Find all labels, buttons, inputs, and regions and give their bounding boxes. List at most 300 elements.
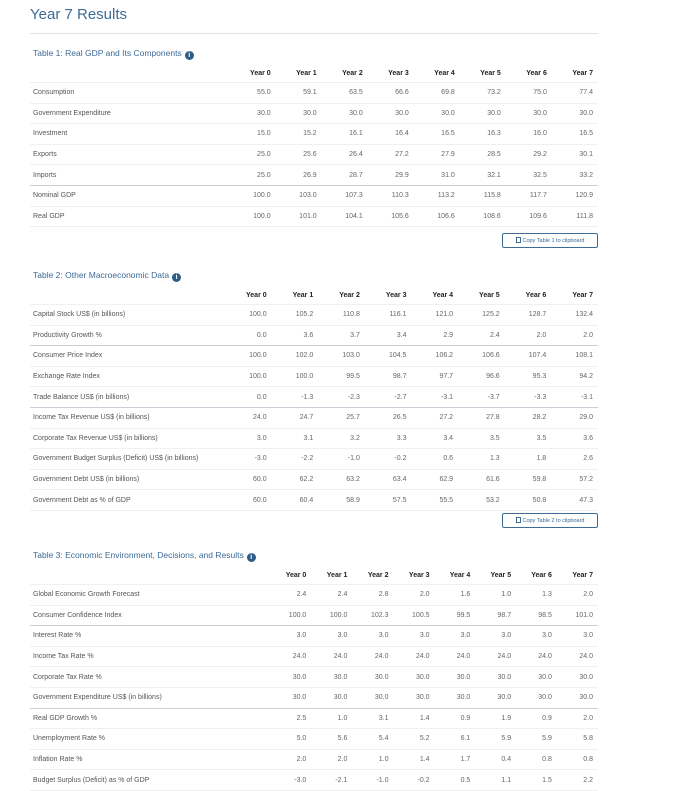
cell-value: -2.1 <box>311 770 352 791</box>
cell-value: 30.0 <box>435 667 476 688</box>
cell-value: 25.7 <box>318 407 365 428</box>
cell-value: 132.4 <box>551 305 598 326</box>
cell-value: 30.0 <box>393 687 434 708</box>
cell-value: 103.0 <box>318 346 365 367</box>
row-label: Income Tax Revenue US$ (in billions) <box>30 407 225 428</box>
cell-value: 26.5 <box>365 407 412 428</box>
row-label: Inflation Rate % <box>30 749 270 770</box>
cell-value: 50.8 <box>505 490 552 511</box>
row-label: Real GDP Growth % <box>30 708 270 729</box>
row-label: Investment <box>30 124 230 145</box>
cell-value: 25.0 <box>230 144 276 165</box>
column-header: Year 7 <box>572 69 593 77</box>
row-label: Government Expenditure <box>30 103 230 124</box>
cell-value: 2.4 <box>311 585 352 606</box>
table-row <box>30 387 598 408</box>
cell-value: -1.3 <box>272 387 319 408</box>
cell-value: 69.8 <box>414 83 460 104</box>
cell-value: 66.6 <box>368 83 414 104</box>
cell-value: 115.8 <box>460 185 506 206</box>
cell-value: 28.7 <box>322 165 368 186</box>
cell-value: 3.0 <box>435 626 476 647</box>
cell-value: 2.0 <box>270 749 311 770</box>
cell-value: 24.0 <box>352 646 393 667</box>
cell-value: 16.3 <box>460 124 506 145</box>
cell-value: 1.1 <box>475 770 516 791</box>
cell-value: 30.0 <box>516 687 557 708</box>
cell-value: -3.7 <box>458 387 505 408</box>
cell-value: 3.0 <box>393 626 434 647</box>
cell-value: 30.0 <box>311 667 352 688</box>
cell-value: 128.7 <box>505 305 552 326</box>
copy-table1-label: Copy Table 1 to clipboard <box>522 238 585 244</box>
cell-value: 1.4 <box>393 708 434 729</box>
cell-value: 2.4 <box>458 325 505 346</box>
info-icon[interactable]: i <box>172 273 181 282</box>
column-header: Year 6 <box>526 69 547 77</box>
cell-value: 30.0 <box>393 667 434 688</box>
cell-value: 30.0 <box>414 103 460 124</box>
table-row <box>30 585 598 606</box>
cell-value: 30.0 <box>276 103 322 124</box>
cell-value: 1.7 <box>435 749 476 770</box>
clipboard-icon <box>516 237 521 243</box>
copy-table2-button[interactable] <box>502 513 598 528</box>
cell-value: 2.8 <box>352 585 393 606</box>
cell-value: 60.0 <box>225 490 272 511</box>
cell-value: 106.6 <box>414 206 460 227</box>
cell-value: -3.1 <box>411 387 458 408</box>
row-label: Consumer Confidence Index <box>30 605 270 626</box>
cell-value: -0.2 <box>393 770 434 791</box>
cell-value: 77.4 <box>552 83 598 104</box>
column-header: Year 0 <box>246 291 267 299</box>
info-icon[interactable]: i <box>185 51 194 60</box>
cell-value: 29.0 <box>551 407 598 428</box>
table-row <box>30 124 598 145</box>
row-label: Imports <box>30 165 230 186</box>
cell-value: 30.0 <box>311 687 352 708</box>
header-spacer <box>30 286 225 305</box>
info-icon[interactable]: i <box>247 553 256 562</box>
cell-value: 3.0 <box>270 626 311 647</box>
cell-value: 25.6 <box>276 144 322 165</box>
cell-value: 24.0 <box>435 646 476 667</box>
cell-value: 106.2 <box>411 346 458 367</box>
table-row <box>30 605 598 626</box>
row-label: Budget Surplus (Deficit) as % of GDP <box>30 770 270 791</box>
cell-value: 26.9 <box>276 165 322 186</box>
cell-value: 30.0 <box>435 687 476 708</box>
cell-value: 30.1 <box>552 144 598 165</box>
cell-value: 100.0 <box>230 185 276 206</box>
cell-value: 107.3 <box>322 185 368 206</box>
cell-value: 107.4 <box>505 346 552 367</box>
cell-value: 0.8 <box>516 749 557 770</box>
column-header: Year 3 <box>408 571 430 579</box>
cell-value: 0.8 <box>557 749 598 770</box>
cell-value: 63.2 <box>318 469 365 490</box>
row-label: Interest Rate % <box>30 626 270 647</box>
cell-value: 99.5 <box>318 366 365 387</box>
cell-value: 63.4 <box>365 469 412 490</box>
cell-value: 24.7 <box>272 407 319 428</box>
cell-value: 0.0 <box>225 387 272 408</box>
cell-value: 30.0 <box>270 667 311 688</box>
cell-value: 57.5 <box>365 490 412 511</box>
cell-value: 95.3 <box>505 366 552 387</box>
table-row <box>30 646 598 667</box>
cell-value: 98.7 <box>475 605 516 626</box>
cell-value: 24.0 <box>270 646 311 667</box>
table-row <box>30 708 598 729</box>
table3-title-text: Table 3: Economic Environment, Decisions, and Results <box>33 550 244 560</box>
cell-value: 121.0 <box>411 305 458 326</box>
table-row <box>30 83 598 104</box>
cell-value: 94.2 <box>551 366 598 387</box>
row-label: Government Debt US$ (in billions) <box>30 469 225 490</box>
column-header: Year 1 <box>326 571 348 579</box>
table-row <box>30 729 598 750</box>
cell-value: 125.2 <box>458 305 505 326</box>
cell-value: 16.5 <box>414 124 460 145</box>
cell-value: 3.0 <box>475 626 516 647</box>
row-label: Productivity Growth % <box>30 325 225 346</box>
table2-title-text: Table 2: Other Macroeconomic Data <box>33 270 170 280</box>
cell-value: 110.8 <box>318 305 365 326</box>
cell-value: 24.0 <box>475 646 516 667</box>
cell-value: 5.2 <box>393 729 434 750</box>
cell-value: 100.5 <box>393 605 434 626</box>
cell-value: 3.5 <box>458 428 505 449</box>
cell-value: 30.0 <box>557 687 598 708</box>
cell-value: 24.0 <box>393 646 434 667</box>
column-header: Year 3 <box>385 291 407 299</box>
table-row <box>30 165 598 186</box>
table1-title <box>33 48 194 60</box>
cell-value: 27.2 <box>368 144 414 165</box>
column-header: Year 4 <box>432 291 454 299</box>
row-label: Government Expenditure US$ (in billions) <box>30 687 270 708</box>
column-header: Year 1 <box>292 291 314 299</box>
row-label: Trade Balance US$ (in billions) <box>30 387 225 408</box>
cell-value: 100.0 <box>225 366 272 387</box>
copy-table2-label: Copy Table 2 to clipboard <box>522 518 585 524</box>
table1-real-gdp <box>30 64 598 227</box>
cell-value: 100.0 <box>230 206 276 227</box>
table-row <box>30 407 598 428</box>
cell-value: 28.5 <box>460 144 506 165</box>
table-row <box>30 206 598 227</box>
cell-value: 100.0 <box>311 605 352 626</box>
cell-value: 99.5 <box>435 605 476 626</box>
table-row <box>30 749 598 770</box>
cell-value: 110.3 <box>368 185 414 206</box>
row-label: Corporate Tax Rate % <box>30 667 270 688</box>
cell-value: -2.3 <box>318 387 365 408</box>
cell-value: 2.4 <box>270 585 311 606</box>
cell-value: -3.1 <box>551 387 598 408</box>
cell-value: 16.1 <box>322 124 368 145</box>
table-row <box>30 428 598 449</box>
row-label: Global Economic Growth Forecast <box>30 585 270 606</box>
table2-title <box>33 270 181 282</box>
table3-environment <box>30 566 598 791</box>
cell-value: 31.0 <box>414 165 460 186</box>
table-row <box>30 185 598 206</box>
cell-value: 102.0 <box>272 346 319 367</box>
cell-value: 75.0 <box>506 83 552 104</box>
cell-value: 0.9 <box>516 708 557 729</box>
cell-value: 73.2 <box>460 83 506 104</box>
cell-value: -2.7 <box>365 387 412 408</box>
cell-value: -1.0 <box>352 770 393 791</box>
cell-value: 47.3 <box>551 490 598 511</box>
cell-value: 117.7 <box>506 185 552 206</box>
table-row <box>30 325 598 346</box>
cell-value: 5.0 <box>270 729 311 750</box>
cell-value: 3.5 <box>505 428 552 449</box>
cell-value: 105.2 <box>272 305 319 326</box>
cell-value: 3.0 <box>557 626 598 647</box>
table-row <box>30 305 598 326</box>
cell-value: 24.0 <box>516 646 557 667</box>
row-label: Consumer Price Index <box>30 346 225 367</box>
column-header: Year 2 <box>367 571 389 579</box>
cell-value: 100.0 <box>270 605 311 626</box>
cell-value: 3.7 <box>318 325 365 346</box>
column-header: Year 0 <box>285 571 307 579</box>
cell-value: 100.0 <box>225 346 272 367</box>
cell-value: 3.6 <box>272 325 319 346</box>
row-label: Nominal GDP <box>30 185 230 206</box>
cell-value: 108.6 <box>460 206 506 227</box>
cell-value: 55.5 <box>411 490 458 511</box>
cell-value: 109.6 <box>506 206 552 227</box>
cell-value: 3.3 <box>365 428 412 449</box>
cell-value: 3.0 <box>311 626 352 647</box>
cell-value: 5.9 <box>475 729 516 750</box>
cell-value: 2.9 <box>411 325 458 346</box>
table1-title-text: Table 1: Real GDP and Its Components <box>33 48 182 58</box>
cell-value: 97.7 <box>411 366 458 387</box>
cell-value: 26.4 <box>322 144 368 165</box>
cell-value: 24.0 <box>311 646 352 667</box>
cell-value: 1.0 <box>311 708 352 729</box>
cell-value: 30.0 <box>552 103 598 124</box>
cell-value: 104.5 <box>365 346 412 367</box>
column-header: Year 6 <box>531 571 552 579</box>
cell-value: 2.0 <box>311 749 352 770</box>
cell-value: 2.6 <box>551 449 598 470</box>
cell-value: 1.5 <box>516 770 557 791</box>
row-label: Income Tax Rate % <box>30 646 270 667</box>
cell-value: 111.8 <box>552 206 598 227</box>
column-header: Year 7 <box>572 571 593 579</box>
cell-value: 6.1 <box>435 729 476 750</box>
cell-value: 24.0 <box>225 407 272 428</box>
cell-value: 2.0 <box>505 325 552 346</box>
cell-value: 103.0 <box>276 185 322 206</box>
cell-value: 1.8 <box>505 449 552 470</box>
row-label: Real GDP <box>30 206 230 227</box>
cell-value: 3.6 <box>551 428 598 449</box>
table-row <box>30 687 598 708</box>
cell-value: 30.0 <box>352 687 393 708</box>
cell-value: 30.0 <box>557 667 598 688</box>
cell-value: 5.9 <box>516 729 557 750</box>
cell-value: 15.0 <box>230 124 276 145</box>
cell-value: 30.0 <box>230 103 276 124</box>
cell-value: 100.0 <box>272 366 319 387</box>
cell-value: 3.1 <box>272 428 319 449</box>
table-header-row <box>30 64 598 83</box>
column-header: Year 6 <box>525 291 547 299</box>
cell-value: 59.1 <box>276 83 322 104</box>
cell-value: 101.0 <box>557 605 598 626</box>
cell-value: 104.1 <box>322 206 368 227</box>
row-label: Corporate Tax Revenue US$ (in billions) <box>30 428 225 449</box>
cell-value: 2.0 <box>557 585 598 606</box>
cell-value: 27.2 <box>411 407 458 428</box>
header-spacer <box>30 566 270 585</box>
row-label: Capital Stock US$ (in billions) <box>30 305 225 326</box>
cell-value: 5.6 <box>311 729 352 750</box>
cell-value: -3.3 <box>505 387 552 408</box>
cell-value: 30.0 <box>270 687 311 708</box>
column-header: Year 4 <box>434 69 455 77</box>
cell-value: 2.2 <box>557 770 598 791</box>
cell-value: 62.9 <box>411 469 458 490</box>
cell-value: 105.6 <box>368 206 414 227</box>
column-header: Year 3 <box>388 69 409 77</box>
cell-value: 3.1 <box>352 708 393 729</box>
page-title: Year 7 Results <box>30 6 128 23</box>
table3-title <box>33 550 256 562</box>
table-row <box>30 449 598 470</box>
cell-value: 30.0 <box>368 103 414 124</box>
cell-value: 120.9 <box>552 185 598 206</box>
table-row <box>30 770 598 791</box>
cell-value: 3.0 <box>225 428 272 449</box>
cell-value: 3.4 <box>365 325 412 346</box>
table-row <box>30 103 598 124</box>
cell-value: 96.6 <box>458 366 505 387</box>
cell-value: 53.2 <box>458 490 505 511</box>
table-row <box>30 490 598 511</box>
cell-value: 60.0 <box>225 469 272 490</box>
column-header: Year 0 <box>250 69 271 77</box>
cell-value: 102.3 <box>352 605 393 626</box>
header-spacer <box>30 64 230 83</box>
cell-value: -1.0 <box>318 449 365 470</box>
table-header-row <box>30 286 598 305</box>
column-header: Year 2 <box>342 69 363 77</box>
cell-value: 30.0 <box>352 667 393 688</box>
cell-value: 5.8 <box>557 729 598 750</box>
cell-value: 58.9 <box>318 490 365 511</box>
column-header: Year 2 <box>339 291 360 299</box>
row-label: Exports <box>30 144 230 165</box>
cell-value: 30.0 <box>475 667 516 688</box>
row-label: Government Debt as % of GDP <box>30 490 225 511</box>
cell-value: -3.0 <box>270 770 311 791</box>
cell-value: 2.0 <box>557 708 598 729</box>
cell-value: 15.2 <box>276 124 322 145</box>
cell-value: 1.3 <box>458 449 505 470</box>
cell-value: 29.2 <box>506 144 552 165</box>
cell-value: 0.9 <box>435 708 476 729</box>
cell-value: 16.5 <box>552 124 598 145</box>
column-header: Year 5 <box>490 571 512 579</box>
cell-value: 30.0 <box>516 667 557 688</box>
cell-value: 1.3 <box>516 585 557 606</box>
cell-value: 0.5 <box>435 770 476 791</box>
cell-value: 101.0 <box>276 206 322 227</box>
cell-value: 100.0 <box>225 305 272 326</box>
cell-value: 2.0 <box>551 325 598 346</box>
cell-value: 16.4 <box>368 124 414 145</box>
cell-value: 1.0 <box>475 585 516 606</box>
row-label: Exchange Rate Index <box>30 366 225 387</box>
copy-table1-button[interactable] <box>502 233 598 248</box>
cell-value: 61.6 <box>458 469 505 490</box>
table-row <box>30 469 598 490</box>
cell-value: 1.4 <box>393 749 434 770</box>
cell-value: 1.0 <box>352 749 393 770</box>
table-row <box>30 667 598 688</box>
cell-value: 55.0 <box>230 83 276 104</box>
cell-value: 98.5 <box>516 605 557 626</box>
cell-value: 30.0 <box>475 687 516 708</box>
cell-value: 30.0 <box>506 103 552 124</box>
cell-value: 106.6 <box>458 346 505 367</box>
row-label: Unemployment Rate % <box>30 729 270 750</box>
cell-value: 27.9 <box>414 144 460 165</box>
table-row <box>30 144 598 165</box>
cell-value: 0.0 <box>225 325 272 346</box>
cell-value: 1.6 <box>435 585 476 606</box>
cell-value: 0.4 <box>475 749 516 770</box>
cell-value: 27.8 <box>458 407 505 428</box>
cell-value: 16.0 <box>506 124 552 145</box>
cell-value: 62.2 <box>272 469 319 490</box>
cell-value: 3.0 <box>352 626 393 647</box>
cell-value: 32.1 <box>460 165 506 186</box>
cell-value: 63.5 <box>322 83 368 104</box>
cell-value: 30.0 <box>322 103 368 124</box>
table-row <box>30 366 598 387</box>
cell-value: 32.5 <box>506 165 552 186</box>
cell-value: -2.2 <box>272 449 319 470</box>
column-header: Year 1 <box>296 69 317 77</box>
cell-value: 28.2 <box>505 407 552 428</box>
cell-value: 60.4 <box>272 490 319 511</box>
cell-value: 116.1 <box>365 305 412 326</box>
cell-value: 29.9 <box>368 165 414 186</box>
table2-macro-data <box>30 286 598 511</box>
cell-value: 24.0 <box>557 646 598 667</box>
cell-value: 25.0 <box>230 165 276 186</box>
cell-value: 33.2 <box>552 165 598 186</box>
column-header: Year 4 <box>449 571 471 579</box>
cell-value: -3.0 <box>225 449 272 470</box>
table-row <box>30 346 598 367</box>
column-header: Year 5 <box>479 291 500 299</box>
clipboard-icon <box>516 517 521 523</box>
cell-value: 30.0 <box>460 103 506 124</box>
row-label: Consumption <box>30 83 230 104</box>
